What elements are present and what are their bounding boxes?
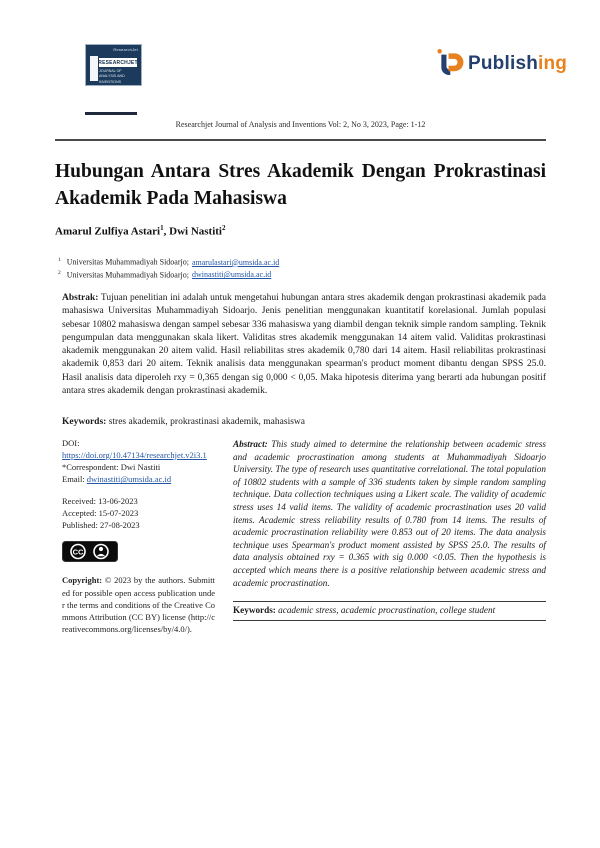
abstract-indonesian-label: Abstrak: — [62, 293, 99, 303]
published-date: Published: 27-08-2023 — [62, 520, 140, 531]
svg-text:CC: CC — [72, 547, 84, 557]
journal-citation-line: Researchjet Journal of Analysis and Inventions Vol: 2, No 3, 2023, Page: 1-12 — [175, 120, 426, 129]
affiliation-marker: 2 — [58, 269, 61, 276]
doi-block — [62, 437, 215, 485]
affiliation-institution: Universitas Muhammadiyah Sidoarjo; — [66, 270, 189, 280]
publisher-wordmark — [468, 53, 567, 75]
affiliation-row — [58, 256, 538, 269]
publisher-icon — [432, 47, 466, 81]
abstract-english — [233, 438, 546, 589]
email-label: Email: — [62, 474, 85, 485]
copyright-notice — [62, 574, 215, 634]
keywords-english-text: academic stress, academic procrastination, college student — [278, 605, 496, 616]
copyright-text: © 2023 by the authors. Submitted for possible open access publication under the terms and conditions of the Creative Commons Attribution (CC BY) license (http://creativecommons.org/licenses/by/4.0/). — [62, 575, 216, 634]
author-name: Dwi Nastiti — [169, 225, 222, 238]
email-line — [62, 473, 215, 485]
keywords-indonesian — [62, 417, 546, 427]
cover-title-band — [99, 58, 137, 67]
correspondent-email-link[interactable]: dwinastiti@umsida.ac.id — [86, 474, 172, 485]
publisher-logo — [432, 46, 567, 82]
abstract-english-label: Abstract: — [233, 439, 268, 449]
cc-by-license-badge[interactable] — [62, 541, 118, 562]
doi-link[interactable]: https://doi.org/10.47134/researchjet.v2i3.1 — [62, 450, 207, 461]
keywords-english-label: Keywords: — [233, 605, 276, 616]
author-affiliation-marker: 1 — [160, 224, 164, 232]
cover-title: RESEARCHJET — [98, 59, 138, 66]
author-name: Amarul Zulfiya Astari — [55, 225, 161, 238]
affiliation-marker: 1 — [58, 257, 61, 263]
copyright-label: Copyright: — [62, 575, 103, 586]
dates-block — [62, 495, 215, 531]
abstract-column — [233, 438, 546, 621]
cover-top-label: ResearchJet — [113, 47, 138, 52]
authors-separator: , — [163, 225, 170, 238]
abstract-english-text: This study aimed to determine the relationship between academic stress and academic procrastination among students at Muhammadiyah Sidoarjo University. The type of research uses quantitative correlational. The total population of 10802 students with a sample of 336 students taken by simple random sampling technique. Data collection techniques using a Likert scale. The validity of academic stress uses 14 valid items. The validity of academic procrastination uses 20 valid items. Academic stress reliability results of 0.780 from 14 items. The results of academic procrastination reliability were 0.853 out of 20 items. The data analysis technique uses Spearman's product moment assisted by SPSS 25.0. The results of data analysis obtained rxy = 0.365 with sig 0.000 <0.05. Then the hypothesis is accepted which means there is a positive relationship between academic stress and academic procrastination. — [233, 439, 547, 588]
author-affiliation-marker: 2 — [221, 224, 226, 232]
journal-cover-logo — [85, 44, 142, 86]
affiliations-list — [58, 256, 538, 281]
publisher-word-accent: ing — [538, 53, 568, 74]
article-title: Hubungan Antara Stres Akademik Dengan Prokrastinasi Akademik Pada Mahasiswa — [55, 161, 546, 210]
abstract-indonesian — [62, 292, 546, 398]
keywords-indonesian-text: stres akademik, prokrastinasi akademik, mahasiswa — [108, 417, 305, 427]
keywords-indonesian-label: Keywords: — [62, 417, 107, 427]
publisher-word-main: Publish — [468, 53, 539, 74]
received-date: Received: 13-06-2023 — [62, 496, 138, 507]
doi-label: DOI: — [62, 438, 80, 448]
affiliation-institution: Universitas Muhammadiyah Sidoarjo; — [66, 257, 189, 267]
keywords-english — [233, 601, 546, 621]
accepted-date: Accepted: 15-07-2023 — [62, 508, 139, 519]
cover-decor-bar — [90, 56, 98, 81]
cover-subtitle: JOURNAL OF ANALYSIS AND INVENTIONS — [99, 69, 125, 84]
correspondent-line: *Correspondent: Dwi Nastiti — [62, 462, 161, 473]
affiliation-row — [58, 269, 538, 282]
cover-underline-rule — [85, 112, 137, 115]
abstract-indonesian-text: Tujuan penelitian ini adalah untuk mengetahui hubungan antara stres akademik dengan prokrastinasi akademik pada mahasiswa Universitas Muhammadiyah Sidoarjo. Jenis penelitian menggunakan kuantitatif korelasional. Jumlah populasi sebesar 10802 mahasiswa dengan sampel sebesar 336 mahasiswa yang diambil dengan teknik simple random sampling. Teknik pengumpulan data menggunakan skala likert. Validitas stres akademik menggunakan 14 aitem valid. Validitas prokrastinasi akademik menggunakan 20 aitem valid. Hasil reliabilitas stres akademik 0,780 dari 14 aitem. Hasil reliabilitas prokrastinasi akademik 0,853 dari 20 aitem. Teknik analisis data menggunakan spearman's product moment dibantu dengan SPSS 25.0. Hasil analisis data diperoleh rxy = 0,365 dengan sig 0,000 < 0,05. Maka hipotesis diterima yang berarti ada hubungan positif antara stres akademik dengan prokrastinasi akademik. — [62, 293, 546, 397]
authors-line — [55, 224, 546, 238]
author-email-link[interactable]: amarulastari@umsida.ac.id — [191, 257, 280, 267]
metadata-sidebar — [62, 437, 215, 635]
header-divider-rule — [55, 139, 546, 141]
author-email-link[interactable]: dwinastiti@umsida.ac.id — [191, 270, 272, 280]
